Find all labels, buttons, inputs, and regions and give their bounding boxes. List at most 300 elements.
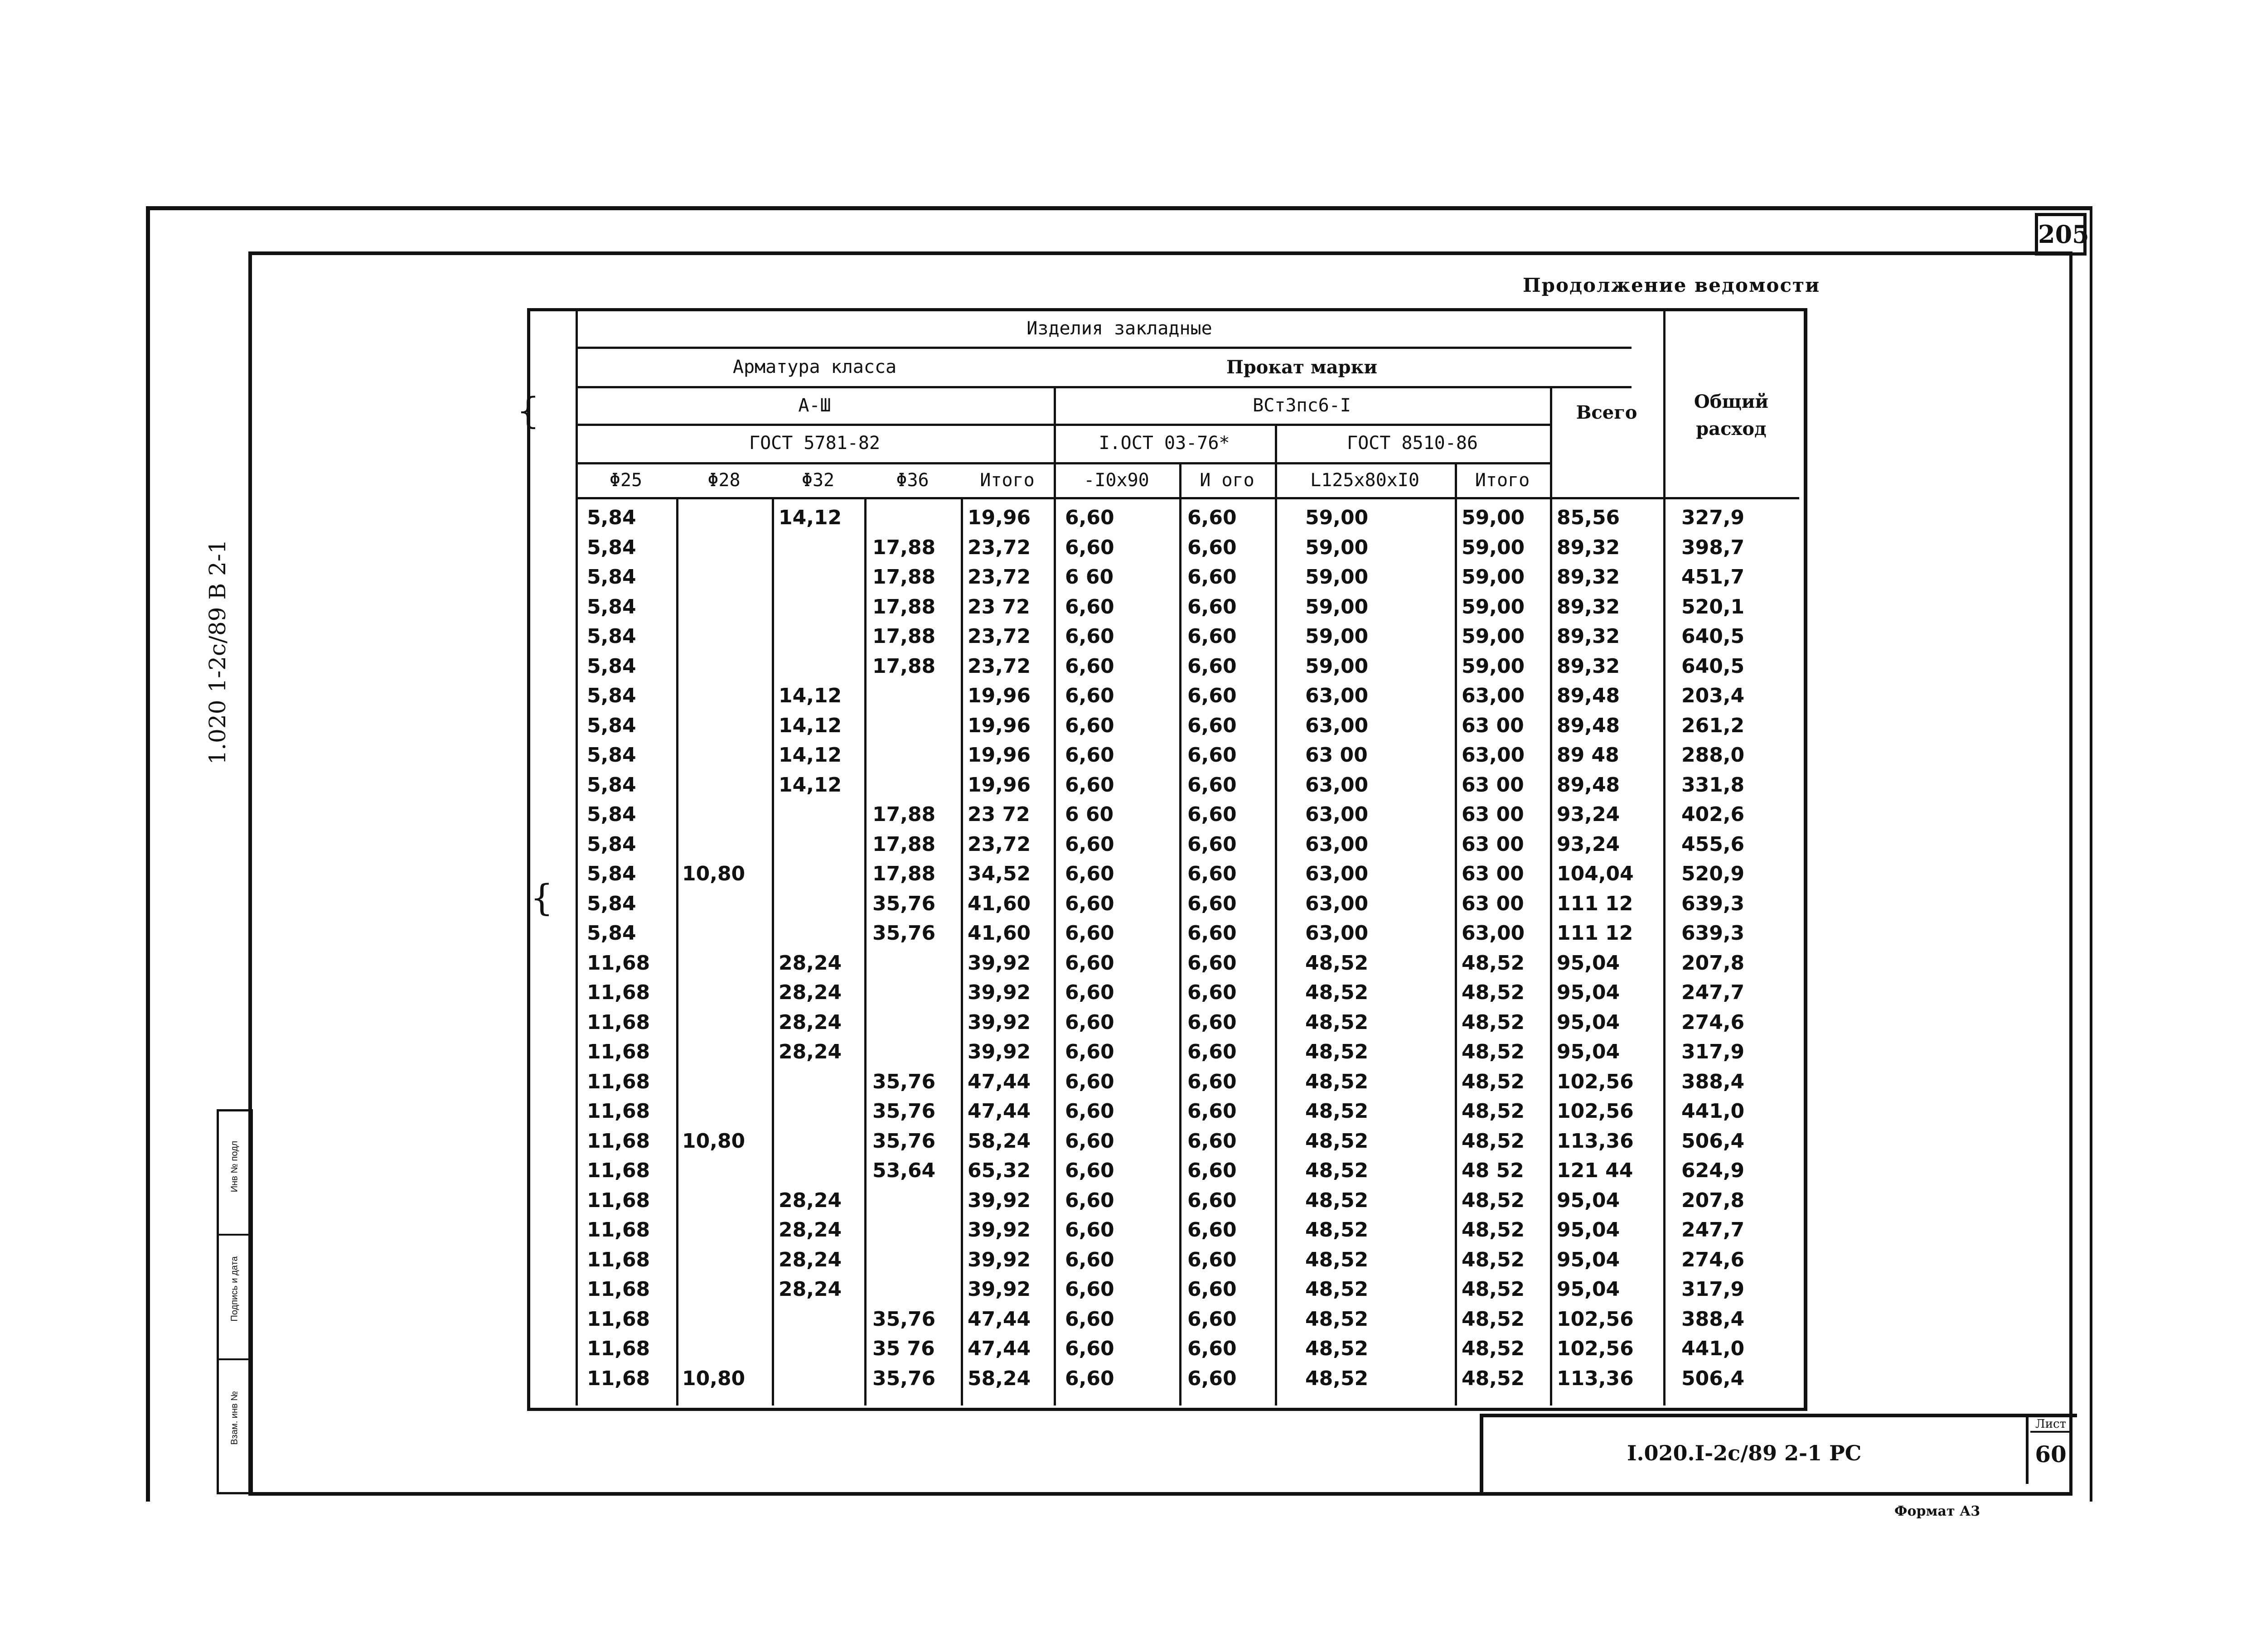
header-prokat-label: Прокат марки [1226, 357, 1378, 378]
table-cell-vsego: 95,04 [1557, 1040, 1620, 1063]
table-cell-vsego: 95,04 [1557, 1010, 1620, 1034]
table-cell-itogo-strip: 6,60 [1187, 981, 1237, 1004]
table-cell-total: 317,9 [1681, 1278, 1745, 1301]
table-cell-strip: 6,60 [1065, 654, 1114, 678]
sheet-corner-number: 205 [2035, 213, 2087, 256]
table-cell-vsego: 89,32 [1557, 625, 1620, 648]
table-cell-angle: 48,52 [1305, 981, 1369, 1004]
table-cell-total: 274,6 [1681, 1010, 1745, 1034]
table-cell-vsego: 102,56 [1557, 1307, 1634, 1331]
table-cell-itogo-angle: 63 00 [1462, 803, 1524, 826]
table-cell-f32: 28,24 [779, 951, 842, 975]
table-cell-angle: 48,52 [1305, 1188, 1369, 1212]
table-cell-itogo-arm: 41,60 [968, 922, 1031, 945]
table-cell-strip: 6,60 [1065, 1337, 1114, 1360]
table-cell-f25: 11,68 [587, 1307, 650, 1331]
table-cell-f36: 35,76 [872, 1070, 936, 1093]
table-cell-angle: 48,52 [1305, 1307, 1369, 1331]
table-cell-strip: 6,60 [1065, 1010, 1114, 1034]
header-arm-class-label: Арматура класса [732, 357, 897, 377]
table-cell-vsego: 111 12 [1557, 892, 1633, 915]
table-cell-itogo-arm: 23 72 [968, 803, 1030, 826]
table-cell-f32: 28,24 [779, 1218, 842, 1241]
header-vsego: Всего [1576, 402, 1637, 423]
table-cell-angle: 63,00 [1305, 922, 1369, 945]
table-cell-itogo-arm: 19,96 [968, 506, 1031, 529]
table-cell-angle: 59,00 [1305, 506, 1369, 529]
table-cell-total: 506,4 [1681, 1129, 1745, 1153]
table-cell-itogo-angle: 48,52 [1462, 1337, 1525, 1360]
table-cell-f32: 28,24 [779, 1010, 842, 1034]
col-f25: Φ25 [609, 470, 643, 491]
table-cell-f25: 11,68 [587, 1337, 650, 1360]
table-cell-itogo-strip: 6,60 [1187, 654, 1237, 678]
table-cell-f36: 35,76 [872, 1129, 936, 1153]
table-cell-vsego: 85,56 [1557, 506, 1620, 529]
table-cell-f25: 5,84 [587, 625, 636, 648]
table-cell-strip: 6,60 [1065, 1100, 1114, 1123]
table-cell-strip: 6,60 [1065, 625, 1114, 648]
table-cell-itogo-strip: 6,60 [1187, 625, 1237, 648]
table-cell-itogo-strip: 6,60 [1187, 565, 1237, 589]
table-cell-total: 398,7 [1681, 536, 1745, 559]
table-cell-total: 640,5 [1681, 625, 1745, 648]
table-cell-strip: 6,60 [1065, 536, 1114, 559]
table-cell-itogo-angle: 48,52 [1462, 1218, 1525, 1241]
table-cell-itogo-arm: 39,92 [968, 981, 1031, 1004]
col-strip: -I0х90 [1084, 470, 1149, 491]
table-cell-f36: 17,88 [872, 862, 936, 885]
table-cell-itogo-angle: 63,00 [1462, 744, 1525, 767]
brace-mark: { [517, 390, 540, 432]
doc-code: I.020.I-2с/89 2-1 РС [1627, 1441, 1862, 1465]
table-cell-itogo-arm: 39,92 [968, 951, 1031, 975]
table-cell-angle: 48,52 [1305, 1100, 1369, 1123]
table-cell-itogo-strip: 6,60 [1187, 1100, 1237, 1123]
table-cell-strip: 6 60 [1065, 565, 1114, 589]
data-table [527, 308, 1807, 1411]
table-cell-itogo-arm: 19,96 [968, 744, 1031, 767]
table-cell-itogo-angle: 59,00 [1462, 536, 1525, 559]
table-cell-angle: 63,00 [1305, 832, 1369, 856]
stamp-divider [219, 1358, 251, 1360]
table-cell-f25: 5,84 [587, 803, 636, 826]
table-cell-itogo-strip: 6,60 [1187, 536, 1237, 559]
table-cell-f25: 11,68 [587, 1278, 650, 1301]
table-cell-itogo-strip: 6,60 [1187, 1159, 1237, 1182]
table-cell-strip: 6,60 [1065, 684, 1114, 707]
table-cell-strip: 6,60 [1065, 1278, 1114, 1301]
table-cell-strip: 6,60 [1065, 506, 1114, 529]
col-f36: Φ36 [896, 470, 929, 491]
table-cell-strip: 6,60 [1065, 1070, 1114, 1093]
table-cell-itogo-arm: 23,72 [968, 536, 1031, 559]
table-cell-f32: 28,24 [779, 1188, 842, 1212]
table-cell-total: 331,8 [1681, 773, 1745, 797]
table-cell-f25: 11,68 [587, 1010, 650, 1034]
table-cell-vsego: 102,56 [1557, 1070, 1634, 1093]
table-cell-f28: 10,80 [682, 1367, 746, 1390]
table-cell-vsego: 95,04 [1557, 981, 1620, 1004]
table-cell-itogo-arm: 23 72 [968, 595, 1030, 618]
table-cell-strip: 6,60 [1065, 773, 1114, 797]
table-cell-vsego: 89,48 [1557, 773, 1620, 797]
table-cell-total: 317,9 [1681, 1040, 1745, 1063]
table-cell-itogo-strip: 6,60 [1187, 1307, 1237, 1331]
table-cell-f32: 28,24 [779, 1278, 842, 1301]
table-cell-f25: 11,68 [587, 1129, 650, 1153]
table-cell-vsego: 89 48 [1557, 744, 1619, 767]
table-cell-vsego: 89,48 [1557, 714, 1620, 737]
table-cell-f36: 17,88 [872, 536, 936, 559]
table-cell-f32: 14,12 [779, 744, 842, 767]
table-cell-angle: 48,52 [1305, 1070, 1369, 1093]
table-cell-vsego: 102,56 [1557, 1100, 1634, 1123]
table-cell-angle: 63,00 [1305, 773, 1369, 797]
table-cell-vsego: 95,04 [1557, 1188, 1620, 1212]
col-f28: Φ28 [707, 470, 741, 491]
table-cell-vsego: 104,04 [1557, 862, 1634, 885]
table-cell-f36: 17,88 [872, 832, 936, 856]
table-cell-total: 624,9 [1681, 1159, 1745, 1182]
table-cell-total: 455,6 [1681, 832, 1745, 856]
table-cell-f25: 5,84 [587, 565, 636, 589]
table-cell-f25: 11,68 [587, 1248, 650, 1271]
table-cell-itogo-strip: 6,60 [1187, 1248, 1237, 1271]
table-cell-total: 247,7 [1681, 1218, 1745, 1241]
table-cell-itogo-angle: 63 00 [1462, 714, 1524, 737]
table-cell-itogo-arm: 65,32 [968, 1159, 1031, 1182]
table-cell-vsego: 95,04 [1557, 951, 1620, 975]
table-cell-angle: 48,52 [1305, 1218, 1369, 1241]
table-cell-angle: 63,00 [1305, 803, 1369, 826]
table-cell-itogo-arm: 34,52 [968, 862, 1031, 885]
table-cell-angle: 48,52 [1305, 1010, 1369, 1034]
table-cell-total: 402,6 [1681, 803, 1745, 826]
table-cell-f36: 17,88 [872, 595, 936, 618]
table-cell-angle: 48,52 [1305, 1129, 1369, 1153]
table-cell-itogo-angle: 63 00 [1462, 832, 1524, 856]
table-cell-total: 247,7 [1681, 981, 1745, 1004]
table-cell-f36: 17,88 [872, 565, 936, 589]
table-cell-angle: 63 00 [1305, 744, 1368, 767]
header-group: Изделия закладные [1026, 318, 1212, 339]
table-cell-vsego: 89,32 [1557, 654, 1620, 678]
header-gost-8510: ГОСТ 8510-86 [1347, 433, 1478, 454]
table-cell-itogo-arm: 41,60 [968, 892, 1031, 915]
table-cell-total: 388,4 [1681, 1070, 1745, 1093]
table-cell-f36: 35,76 [872, 1100, 936, 1123]
table-cell-itogo-angle: 59,00 [1462, 506, 1525, 529]
table-cell-f25: 5,84 [587, 892, 636, 915]
table-cell-itogo-strip: 6,60 [1187, 862, 1237, 885]
table-cell-itogo-angle: 63,00 [1462, 684, 1525, 707]
table-cell-itogo-angle: 48,52 [1462, 1278, 1525, 1301]
table-cell-vsego: 89,32 [1557, 565, 1620, 589]
header-arm-class: А-Ш [798, 395, 831, 416]
table-cell-itogo-arm: 47,44 [968, 1100, 1031, 1123]
table-cell-itogo-arm: 39,92 [968, 1010, 1031, 1034]
table-cell-total: 640,5 [1681, 654, 1745, 678]
table-cell-strip: 6 60 [1065, 803, 1114, 826]
stamp-vzam: Взам. инв № [229, 1391, 240, 1445]
table-cell-itogo-angle: 59,00 [1462, 654, 1525, 678]
table-cell-f25: 11,68 [587, 1070, 650, 1093]
table-cell-itogo-arm: 39,92 [968, 1040, 1031, 1063]
table-cell-vsego: 121 44 [1557, 1159, 1633, 1182]
table-cell-f36: 53,64 [872, 1159, 936, 1182]
table-cell-itogo-angle: 48,52 [1462, 1188, 1525, 1212]
table-cell-f25: 5,84 [587, 506, 636, 529]
table-cell-itogo-arm: 58,24 [968, 1367, 1031, 1390]
col-angle: L125х80хI0 [1310, 470, 1419, 491]
table-cell-itogo-arm: 47,44 [968, 1070, 1031, 1093]
table-cell-f36: 17,88 [872, 654, 936, 678]
table-cell-itogo-arm: 19,96 [968, 714, 1031, 737]
table-cell-angle: 59,00 [1305, 565, 1369, 589]
table-cell-itogo-strip: 6,60 [1187, 684, 1237, 707]
table-cell-f36: 35 76 [872, 1337, 935, 1360]
table-cell-f36: 35,76 [872, 1307, 936, 1331]
table-cell-f32: 28,24 [779, 981, 842, 1004]
table-cell-f25: 11,68 [587, 1367, 650, 1390]
table-cell-angle: 63,00 [1305, 892, 1369, 915]
table-cell-f25: 11,68 [587, 951, 650, 975]
table-cell-itogo-strip: 6,60 [1187, 506, 1237, 529]
table-cell-angle: 48,52 [1305, 1159, 1369, 1182]
table-cell-strip: 6,60 [1065, 744, 1114, 767]
table-cell-itogo-angle: 59,00 [1462, 625, 1525, 648]
table-cell-total: 203,4 [1681, 684, 1745, 707]
table-cell-angle: 63,00 [1305, 684, 1369, 707]
table-cell-strip: 6,60 [1065, 951, 1114, 975]
format-label: Формат А3 [1894, 1503, 1980, 1519]
table-cell-strip: 6,60 [1065, 1248, 1114, 1271]
table-cell-itogo-angle: 48,52 [1462, 1248, 1525, 1271]
table-cell-itogo-angle: 48,52 [1462, 1100, 1525, 1123]
col-itogo-angle: Итого [1475, 470, 1530, 491]
table-cell-total: 207,8 [1681, 951, 1745, 975]
table-cell-f25: 5,84 [587, 595, 636, 618]
col-itogo-strip: И ого [1200, 470, 1254, 491]
table-cell-itogo-angle: 48,52 [1462, 1010, 1525, 1034]
table-cell-f25: 11,68 [587, 1188, 650, 1212]
table-cell-vsego: 89,32 [1557, 536, 1620, 559]
table-cell-angle: 59,00 [1305, 625, 1369, 648]
table-cell-f25: 5,84 [587, 654, 636, 678]
table-cell-strip: 6,60 [1065, 1367, 1114, 1390]
table-cell-strip: 6,60 [1065, 1218, 1114, 1241]
table-cell-itogo-angle: 48,52 [1462, 1040, 1525, 1063]
table-cell-itogo-strip: 6,60 [1187, 803, 1237, 826]
table-cell-itogo-strip: 6,60 [1187, 922, 1237, 945]
table-cell-vsego: 95,04 [1557, 1278, 1620, 1301]
table-cell-vsego: 111 12 [1557, 922, 1633, 945]
table-cell-itogo-strip: 6,60 [1187, 951, 1237, 975]
table-cell-f36: 17,88 [872, 803, 936, 826]
table-cell-angle: 59,00 [1305, 595, 1369, 618]
table-cell-itogo-strip: 6,60 [1187, 832, 1237, 856]
table-cell-itogo-arm: 23,72 [968, 625, 1031, 648]
stamp-strip [217, 1109, 253, 1494]
table-cell-f28: 10,80 [682, 1129, 746, 1153]
table-cell-itogo-angle: 48,52 [1462, 951, 1525, 975]
table-cell-f25: 5,84 [587, 744, 636, 767]
table-cell-f36: 17,88 [872, 625, 936, 648]
table-cell-angle: 48,52 [1305, 1040, 1369, 1063]
table-cell-f25: 5,84 [587, 684, 636, 707]
table-cell-vsego: 89,48 [1557, 684, 1620, 707]
table-cell-itogo-strip: 6,60 [1187, 773, 1237, 797]
table-cell-itogo-strip: 6,60 [1187, 1218, 1237, 1241]
table-cell-vsego: 93,24 [1557, 803, 1620, 826]
table-cell-vsego: 95,04 [1557, 1248, 1620, 1271]
table-cell-itogo-arm: 23,72 [968, 654, 1031, 678]
table-cell-f25: 5,84 [587, 832, 636, 856]
side-code: 1.020 1-2с/89 В 2-1 [204, 539, 231, 765]
table-cell-strip: 6,60 [1065, 981, 1114, 1004]
table-cell-f25: 5,84 [587, 536, 636, 559]
table-cell-angle: 59,00 [1305, 654, 1369, 678]
table-cell-strip: 6,60 [1065, 714, 1114, 737]
table-cell-itogo-arm: 39,92 [968, 1248, 1031, 1271]
table-cell-total: 520,9 [1681, 862, 1745, 885]
table-cell-f25: 5,84 [587, 862, 636, 885]
table-cell-f36: 35,76 [872, 1367, 936, 1390]
table-cell-itogo-arm: 47,44 [968, 1307, 1031, 1331]
table-cell-itogo-strip: 6,60 [1187, 744, 1237, 767]
table-cell-total: 441,0 [1681, 1337, 1745, 1360]
table-cell-vsego: 95,04 [1557, 1218, 1620, 1241]
table-cell-itogo-angle: 63 00 [1462, 773, 1524, 797]
table-cell-strip: 6,60 [1065, 832, 1114, 856]
brace-mark: { [530, 877, 553, 919]
table-cell-strip: 6,60 [1065, 922, 1114, 945]
table-cell-itogo-arm: 47,44 [968, 1337, 1031, 1360]
table-cell-angle: 63,00 [1305, 862, 1369, 885]
table-cell-itogo-arm: 58,24 [968, 1129, 1031, 1153]
table-cell-itogo-angle: 59,00 [1462, 595, 1525, 618]
table-cell-itogo-arm: 39,92 [968, 1278, 1031, 1301]
table-cell-f28: 10,80 [682, 862, 746, 885]
table-cell-f25: 11,68 [587, 1159, 650, 1182]
table-cell-total: 441,0 [1681, 1100, 1745, 1123]
col-itogo-arm: Итого [980, 470, 1035, 491]
table-cell-strip: 6,60 [1065, 1040, 1114, 1063]
table-cell-total: 639,3 [1681, 922, 1745, 945]
table-cell-f32: 28,24 [779, 1248, 842, 1271]
table-cell-strip: 6,60 [1065, 595, 1114, 618]
table-cell-strip: 6,60 [1065, 1129, 1114, 1153]
header-gost-03: I.ОСТ 03-76* [1099, 433, 1230, 454]
table-cell-vsego: 89,32 [1557, 595, 1620, 618]
header-total: Общий расход [1694, 391, 1769, 440]
table-cell-strip: 6,60 [1065, 1159, 1114, 1182]
table-cell-total: 451,7 [1681, 565, 1745, 589]
table-cell-total: 288,0 [1681, 744, 1745, 767]
stamp-inv-podl: Инв № подл [229, 1140, 240, 1193]
table-cell-itogo-arm: 19,96 [968, 773, 1031, 797]
table-cell-f36: 35,76 [872, 892, 936, 915]
list-label: Лист [2030, 1417, 2071, 1433]
table-cell-f25: 11,68 [587, 1040, 650, 1063]
table-cell-total: 274,6 [1681, 1248, 1745, 1271]
table-cell-total: 520,1 [1681, 595, 1745, 618]
table-cell-angle: 63,00 [1305, 714, 1369, 737]
table-cell-itogo-strip: 6,60 [1187, 1040, 1237, 1063]
table-cell-total: 639,3 [1681, 892, 1745, 915]
table-cell-itogo-arm: 39,92 [968, 1218, 1031, 1241]
table-cell-f32: 14,12 [779, 684, 842, 707]
table-cell-total: 506,4 [1681, 1367, 1745, 1390]
table-cell-itogo-strip: 6,60 [1187, 892, 1237, 915]
table-cell-vsego: 113,36 [1557, 1367, 1634, 1390]
table-cell-itogo-strip: 6,60 [1187, 1129, 1237, 1153]
table-cell-itogo-strip: 6,60 [1187, 1337, 1237, 1360]
table-cell-itogo-angle: 48 52 [1462, 1159, 1524, 1182]
table-cell-itogo-strip: 6,60 [1187, 1278, 1237, 1301]
table-cell-angle: 48,52 [1305, 1367, 1369, 1390]
table-cell-itogo-angle: 48,52 [1462, 1367, 1525, 1390]
table-title: Продолжение ведомости [1523, 274, 1821, 296]
table-cell-f25: 11,68 [587, 981, 650, 1004]
table-cell-itogo-angle: 48,52 [1462, 1129, 1525, 1153]
table-cell-itogo-strip: 6,60 [1187, 1188, 1237, 1212]
table-cell-total: 388,4 [1681, 1307, 1745, 1331]
table-cell-vsego: 102,56 [1557, 1337, 1634, 1360]
table-cell-itogo-arm: 23,72 [968, 832, 1031, 856]
table-cell-strip: 6,60 [1065, 862, 1114, 885]
table-cell-f32: 14,12 [779, 506, 842, 529]
table-cell-f32: 28,24 [779, 1040, 842, 1063]
table-cell-strip: 6,60 [1065, 1188, 1114, 1212]
table-cell-total: 207,8 [1681, 1188, 1745, 1212]
table-cell-angle: 48,52 [1305, 951, 1369, 975]
table-cell-itogo-angle: 48,52 [1462, 1070, 1525, 1093]
table-cell-f25: 5,84 [587, 714, 636, 737]
table-cell-itogo-strip: 6,60 [1187, 714, 1237, 737]
table-cell-itogo-strip: 6,60 [1187, 1070, 1237, 1093]
table-cell-f36: 35,76 [872, 922, 936, 945]
table-cell-f25: 5,84 [587, 773, 636, 797]
table-cell-itogo-arm: 19,96 [968, 684, 1031, 707]
table-cell-strip: 6,60 [1065, 892, 1114, 915]
list-number: 60 [2035, 1441, 2067, 1468]
table-cell-itogo-arm: 39,92 [968, 1188, 1031, 1212]
header-arm-gost: ГОСТ 5781-82 [749, 433, 880, 454]
table-cell-itogo-angle: 63 00 [1462, 892, 1524, 915]
table-cell-f25: 11,68 [587, 1218, 650, 1241]
table-cell-f32: 14,12 [779, 714, 842, 737]
table-cell-strip: 6,60 [1065, 1307, 1114, 1331]
col-f32: Φ32 [801, 470, 835, 491]
table-cell-angle: 48,52 [1305, 1337, 1369, 1360]
table-cell-f25: 11,68 [587, 1100, 650, 1123]
table-cell-itogo-angle: 63,00 [1462, 922, 1525, 945]
table-cell-itogo-strip: 6,60 [1187, 1367, 1237, 1390]
table-cell-vsego: 113,36 [1557, 1129, 1634, 1153]
table-cell-itogo-angle: 48,52 [1462, 981, 1525, 1004]
table-cell-itogo-angle: 48,52 [1462, 1307, 1525, 1331]
table-cell-angle: 48,52 [1305, 1248, 1369, 1271]
table-cell-angle: 48,52 [1305, 1278, 1369, 1301]
table-cell-itogo-arm: 23,72 [968, 565, 1031, 589]
table-cell-f32: 14,12 [779, 773, 842, 797]
table-cell-total: 327,9 [1681, 506, 1745, 529]
table-cell-itogo-angle: 63 00 [1462, 862, 1524, 885]
table-cell-vsego: 93,24 [1557, 832, 1620, 856]
table-cell-angle: 59,00 [1305, 536, 1369, 559]
